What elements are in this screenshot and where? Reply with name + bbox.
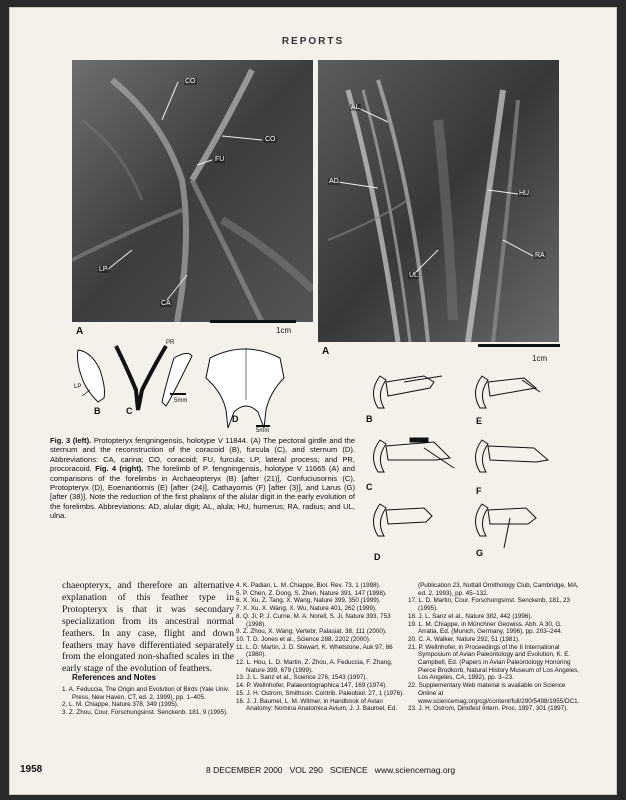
fig4-forelimb-drawings [364,368,564,568]
fig3-panel-a-label: A [76,326,84,337]
reference-item: 2. L. M. Chiappe, Nature 378, 349 (1995). [62,701,179,709]
fig3-label-co-1: CO [185,78,196,85]
references-col3 [408,582,580,713]
fig4-caption-title: Fig. 4 (right). [95,464,144,474]
fig3-d-label: D [232,414,239,424]
fig3-pr-label: PR [166,340,175,346]
reference-item: 3. Z. Zhou, Cour. Forschungsinst. Senckenb. 181, 9 (1995). [62,709,228,717]
references-heading: References and Notes [72,673,157,682]
reference-item: 18. J. L. Sanz et al., Nature 382, 442 (1996). [408,612,533,620]
fig3-photo [72,60,313,322]
page-number: 1958 [20,764,43,775]
fig4-f-label: F [476,486,482,496]
fig4-b-label: B [366,414,373,424]
reference-item: 19. L. M. Chiappe, in Münchner Geowiss. Abh. A 30, G. Arratia, Ed. (Munich, Germany, 1996), pp. 203–244. [408,620,563,636]
running-header: REPORTS [281,36,345,47]
fig3-b-label: B [94,406,101,416]
reference-item: 12. L. Hou, L. D. Martin, Z. Zhou, A. Feduccia, F. Zhang, Nature 399, 679 (1999). [236,659,393,674]
fig3-scale-bar [210,320,296,323]
fig3-label-ca: CA [161,300,171,307]
reference-item: 20. C. A. Walker, Nature 292, 51 (1981). [408,635,520,643]
fig4-label-ra: RA [535,252,545,259]
reference-item: 17. L. D. Martin, Cour. Forschungsinst. Senckenb. 181, 23 (1995). [408,597,571,613]
reference-item: 1. A. Feduccia, The Origin and Evolution of Birds (Yale Univ. Press, New Haven, CT, ed. 2, 1999), pp. 1–405. [62,686,230,701]
fig4-scale-label: 1cm [532,354,548,363]
reference-item: 22. Supplementary Web material is available on Science Online at www.sciencemag.org/cgi/content/full/290/5498/1955/DC1. [408,682,580,705]
fig3-caption-title: Fig. 3 (left). [50,436,92,445]
journal-page [10,8,616,794]
fig3-label-co-2: CO [265,136,276,143]
figure-caption [50,436,355,521]
fig4-e-label: E [476,416,483,426]
reference-item: 21. P. Wellnhofer, in Proceedings of the II International Symposium of Avian Paleontology and Evolution, K. E. Campbell, Ed. (Papers in Avian Paleontology Honoring Pierce Brodkorb, Natural History Museum of Los Angeles, Los Angeles, CA, 1992), pp. 3–23. [408,643,579,682]
fig3-label-lp: LP [99,266,108,273]
fig3-lp-label: LP [74,384,82,390]
reference-item: 15. J. H. Ostrom, Smithson. Contrib. Paleobiol. 27, 1 (1976). [236,689,404,697]
fig4-label-hu: HU [519,190,530,197]
fig4-g-label: G [476,548,484,558]
reference-item: 14. P. Wellnhofer, Palaeontographica 147, 169 (1974). [236,682,388,690]
fig3-c-label: C [126,406,133,416]
reference-item: 5. P. Chen, Z. Dong, S. Zhen, Nature 391, 147 (1998). [236,589,387,597]
fig4-d-label: D [374,552,381,562]
fig4-caption-text: The forelimb of P. fengningensis, holotype V 11665 (A) and comparisons of the forelimbs in Archaeopteryx (B) [after (21)], Confuciusornis (C), Protopteryx (D), Eoenantiornis (E) [after (24)], Cathayornis (F) [after (3)], and Larus (G) [after (38)]. Note the reduction of the first phalanx of the alular digit in the early evolution of the forelimbs. Abbreviations: AD, alular digit; AL, alula; HU, humerus; RA, radius; and UL, ulna. [50,464,355,521]
fig4-fossil-image [318,60,559,342]
fig4-c-label: C [366,482,373,492]
reference-item: 9. Z. Zhou, X. Wang, Vertebr. Palasiat. 38, 111 (2000). [236,628,387,636]
fig3-scale-d: 5mm [256,428,270,434]
fig3-label-fu: FU [215,156,225,163]
fig3-fossil-image [72,60,313,322]
fig3-scale-bc: 5mm [174,398,188,404]
fig4-label-ad: AD [329,178,339,185]
body-paragraph: chaeopteryx, and therefore an alternative explanation of this feather type in Protopteryx is that it was secondary specialization from its ancestral normal feathers. In any case, flight and down feathers may have differentiated separately from the elongated non-shafted scales in the early stage of the evolution of feathers. [62,580,234,675]
fig4-label-ul: UL [409,272,418,279]
references-col1 [62,686,234,717]
reference-item: 16. J. J. Baumel, L. M. Witmer, in Handbook of Avian Anatomy: Nomina Anatomica Avium, J. J. Baumel, Ed. [236,697,398,713]
reference-item: 10. T. D. Jones et al., Science 288, 2202 (2000). [236,635,371,643]
fig3-scale-label: 1cm [276,326,292,335]
fig4-photo [318,60,559,342]
fig4-label-al: AL [351,104,360,111]
reference-item: 7. X. Xu, X. Wang, X. Wu, Nature 401, 262 (1999). [236,605,377,613]
reference-item: 13. J. L. Sanz et al., Science 276, 1543 (1997). [236,674,368,682]
reference-item: (Publication 23, Nuttall Ornithology Club, Cambridge, MA, ed. 2, 1993), pp. 45–132. [418,582,579,597]
fig4-scale-bar [478,344,560,347]
fig3-reconstruction-drawings [70,338,320,434]
reference-item: 8. Q. Ji, P. J. Currie, M. A. Norell, S. Ji, Nature 393, 753 (1998). [236,612,391,628]
references-col2 [236,582,406,713]
issue-line: 8 DECEMBER 2000 VOL 290 SCIENCE www.sciencemag.org [206,765,456,775]
reference-item: 6. X. Xu, Z. Tang, X. Wang, Nature 399, 350 (1999). [236,597,381,605]
reference-item: 23. J. H. Ostrom, Dinofest Intern. Proc. 1997, 301 (1997). [408,705,568,713]
fig3-caption-text: Protopteryx fengningensis, holotype V 11844. (A) The pectoral girdle and the sternum and the reconstruction of the coracoid (B), furcula (C), and sternum (D). Abbreviations: CA, carina; CO, coracoid; FU, furcula; LP, lateral process; and PR, procoracoid. [50,436,355,474]
reference-item: 11. L. D. Martin, J. D. Stewart, K. Whetstone, Auk 97, 86 (1980). [236,643,393,659]
fig4-panel-a-label: A [322,346,330,357]
reference-item: 4. K. Padian, L. M. Chiappe, Biol. Rev. 73, 1 (1998). [236,582,381,589]
